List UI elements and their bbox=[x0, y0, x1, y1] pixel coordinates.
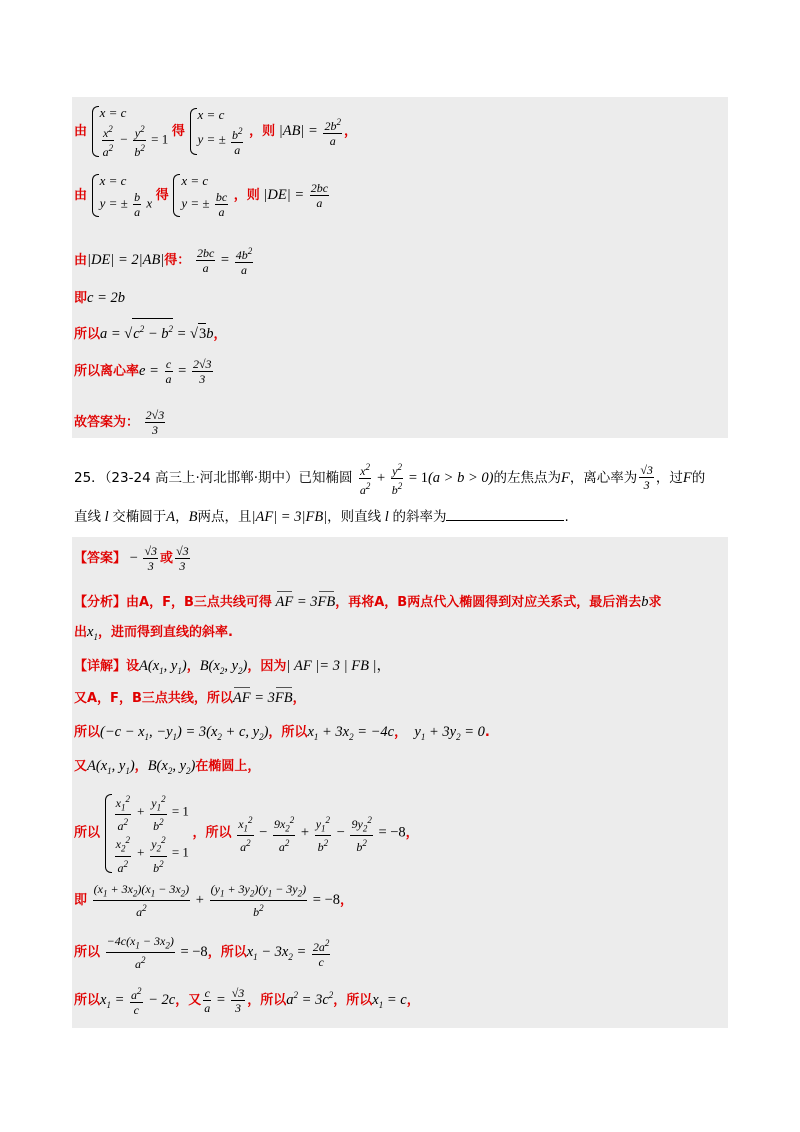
text: ，再将A，B两点代入椭圆得到对应关系式，最后消去 bbox=[335, 595, 642, 610]
detail-line-6: 即 $\frac{(x_1 + 3x_2)(x_1 - 3x_2)}{a^2}$ + $\frac{(y_1 + 3y_2)(y_1 - 3y_2)}{b^2}$ = −8， bbox=[74, 882, 354, 920]
text: 得 bbox=[171, 123, 185, 139]
text: 由A，F，B三点共线可得 bbox=[126, 595, 272, 610]
detail-line-7: 所以 $\frac{-4c(x_1 - 3x_2)}{a^2}$ = −8，所以$x_1 - 3x_2$ = $\frac{2a^2}{c}$ bbox=[74, 934, 330, 972]
sol-line-7 bbox=[74, 408, 167, 437]
text: ， bbox=[405, 825, 419, 841]
question-text: 的 bbox=[691, 469, 706, 486]
text: ，所以 bbox=[247, 992, 287, 1008]
question-text: 交椭圆于 bbox=[112, 509, 167, 525]
analysis-line-1: 【分析】由A，F，B三点共线可得 AF = 3FB，再将A，B两点代入椭圆得到对应关系式，最后消去b求 bbox=[74, 594, 662, 610]
text: 由 bbox=[74, 252, 88, 268]
text: 得： bbox=[164, 252, 191, 268]
text: ， bbox=[213, 326, 227, 342]
text: 或 bbox=[160, 550, 174, 566]
text: ，进而得到直线的斜率. bbox=[97, 625, 233, 640]
text: 求 bbox=[648, 595, 662, 610]
text: 故答案为： bbox=[74, 414, 140, 430]
sol-line-1 bbox=[74, 104, 357, 159]
question-text: 两点，且 bbox=[197, 509, 252, 525]
fraction: $\frac{c}{a}$ bbox=[165, 357, 172, 386]
text: 又A，F，B三点共线，所以 bbox=[74, 691, 233, 706]
text: ，则 bbox=[249, 123, 276, 139]
text: ，所以 bbox=[207, 945, 247, 961]
question-text: ，则直线 bbox=[327, 509, 382, 525]
fraction: $\frac{√3}{3}$ bbox=[176, 544, 189, 573]
answer-label: 【答案】 bbox=[74, 550, 127, 566]
question-text: （23-24 高三上·河北邯郸·期中）已知椭圆 bbox=[104, 469, 353, 486]
formula: e = bbox=[139, 362, 163, 379]
text: ， bbox=[292, 691, 306, 706]
formula: c = 2b bbox=[87, 290, 125, 306]
question-text: ，离心率为 bbox=[569, 469, 638, 486]
text: ， bbox=[406, 992, 420, 1008]
text: 所以 bbox=[74, 992, 101, 1008]
sol-line-3: 由|DE| = 2|AB|得： $\frac{2bc}{a}$ = $\frac{4b^2}{a}$ bbox=[74, 246, 253, 277]
detail-label: 【详解】 bbox=[74, 659, 127, 674]
detail-line-5: 所以 $\frac{x_1^2}{a^2}$ + $\frac{y_1^2}{b^2}$ = 1 $\frac{x_2^2}{a^2}$ + $\frac{y_2^2}{b^2}$ = 1 ，所以 $\frac{x_1^2}{a^2}$ − $\frac{9x_2^2}{a^2}$ + $\frac{y_1^2}{b^2}$ − $\frac{9y_2^2}{b^2}$ = −8， bbox=[74, 794, 419, 875]
text: 所以 bbox=[74, 725, 101, 740]
equation-system: x = c y = ± $\frac{b}{a}$ x bbox=[91, 172, 152, 219]
text: 即 bbox=[74, 291, 88, 306]
sol-line-5 bbox=[74, 318, 227, 345]
question-text: 直线 bbox=[74, 509, 101, 525]
question-text: . bbox=[564, 509, 569, 525]
text: 设 bbox=[126, 659, 140, 674]
formula: |AB| = bbox=[278, 122, 322, 139]
text: 所以 bbox=[74, 825, 101, 841]
text: ， bbox=[186, 659, 200, 674]
text: ，所以 bbox=[192, 825, 232, 841]
text: 所以 bbox=[74, 945, 101, 961]
text: . bbox=[484, 725, 490, 740]
text: 得 bbox=[155, 187, 169, 203]
question-text: ，过 bbox=[655, 469, 683, 486]
text: 所以离心率 bbox=[74, 363, 140, 379]
text: ， bbox=[340, 893, 354, 909]
formula: |DE| = bbox=[263, 186, 308, 203]
fraction: $\frac{2bc}{a}$ bbox=[196, 246, 215, 275]
detail-line-3: 所以($-c - x_1$, $-y_1) = 3(x_2 + c$, $y_2$)，所以$x_1 + 3x_2 = -4c$， $y_1 + 3y_2 = 0$. bbox=[74, 724, 490, 742]
text: 由 bbox=[74, 123, 88, 139]
text: 由 bbox=[74, 187, 88, 203]
text: 所以 bbox=[74, 326, 101, 342]
equation-system: x = c $\frac{x^2}{a^2}$ − $\frac{y^2}{b^2}$ = 1 bbox=[91, 104, 169, 159]
text: 出 bbox=[74, 625, 88, 640]
text: ， bbox=[343, 123, 357, 139]
sol-line-2 bbox=[74, 172, 331, 219]
answer-blank bbox=[446, 506, 564, 521]
formula: |DE| = 2|AB| bbox=[87, 251, 165, 268]
answer-line: 【答案】 − $\frac{√3}{3}$ 或 $\frac{√3}{3}$ bbox=[74, 544, 189, 573]
question-text: ， bbox=[175, 509, 189, 525]
detail-line-4: 又$A(x_1$, $y_1$)，$B(x_2$, $y_2$)在椭圆上， bbox=[74, 758, 261, 776]
sol-line-4 bbox=[74, 288, 125, 309]
text: ，则 bbox=[233, 187, 260, 203]
sol-line-6: 所以离心率e = $\frac{c}{a}$ = $\frac{2√3}{3}$ bbox=[74, 357, 212, 386]
formula: $a = √c^2 - b^2 = √3b$ bbox=[100, 326, 213, 342]
question-text: 的左焦点为 bbox=[493, 469, 561, 486]
equation-system: $\frac{x_1^2}{a^2}$ + $\frac{y_1^2}{b^2}$ = 1 $\frac{x_2^2}{a^2}$ + $\frac{y_2^2}{b^2}$ = 1 bbox=[104, 792, 189, 875]
detail-line-2: 又A，F，B三点共线，所以AF = 3FB， bbox=[74, 690, 306, 706]
text: ，所以 bbox=[333, 992, 373, 1008]
analysis-line-2: 出$x_1$，进而得到直线的斜率. bbox=[74, 624, 233, 642]
analysis-label: 【分析】 bbox=[74, 595, 127, 610]
text: ，因为 bbox=[247, 659, 287, 674]
text: ，所以 bbox=[268, 725, 308, 740]
fraction: $\frac{2b^2}{a}$ bbox=[324, 117, 341, 148]
question-25-line-2: 直线 l 交椭圆于A，B两点，且|AF| = 3|FB|，则直线 l 的斜率为 . bbox=[74, 506, 569, 527]
text: 又 bbox=[74, 759, 88, 774]
text: ，又 bbox=[175, 992, 202, 1008]
question-text: 的斜率为 bbox=[392, 509, 447, 525]
equation-system: x = c y = ± $\frac{b^2}{a}$ bbox=[189, 106, 246, 157]
fraction: $\frac{4b^2}{a}$ bbox=[235, 246, 253, 277]
text: 在椭圆上， bbox=[195, 759, 261, 774]
fraction: $\frac{2√3}{3}$ bbox=[145, 408, 165, 437]
text: 即 bbox=[74, 893, 88, 909]
equation-system: x = c y = ± $\frac{bc}{a}$ bbox=[172, 172, 230, 219]
text: ， bbox=[134, 759, 148, 774]
fraction: $\frac{2√3}{3}$ bbox=[192, 357, 212, 386]
text: ， bbox=[394, 725, 408, 740]
question-number: 25． bbox=[74, 469, 105, 486]
detail-line-8: 所以$x_1$ = $\frac{a^2}{c}$ − 2c，又 $\frac{c}{a}$ = $\frac{√3}{3}$ ，所以$a^2 = 3c^2$，所以$x_1 = c$， bbox=[74, 986, 420, 1017]
detail-line-1: 【详解】设$A(x_1$, $y_1$)，$B(x_2$, $y_2$)，因为| AF |= 3 | FB |， bbox=[74, 658, 392, 676]
question-25-line-1: 25．（23-24 高三上·河北邯郸·期中）已知椭圆 $\frac{x^2}{a^2}$ + $\frac{y^2}{b^2}$ = 1(a > b > 0)的左焦点为F，离心率为 $\frac{√3}{3}$ ，过F的 bbox=[74, 462, 706, 497]
fraction: $\frac{2bc}{a}$ bbox=[310, 181, 329, 210]
fraction: $\frac{√3}{3}$ bbox=[144, 544, 158, 573]
